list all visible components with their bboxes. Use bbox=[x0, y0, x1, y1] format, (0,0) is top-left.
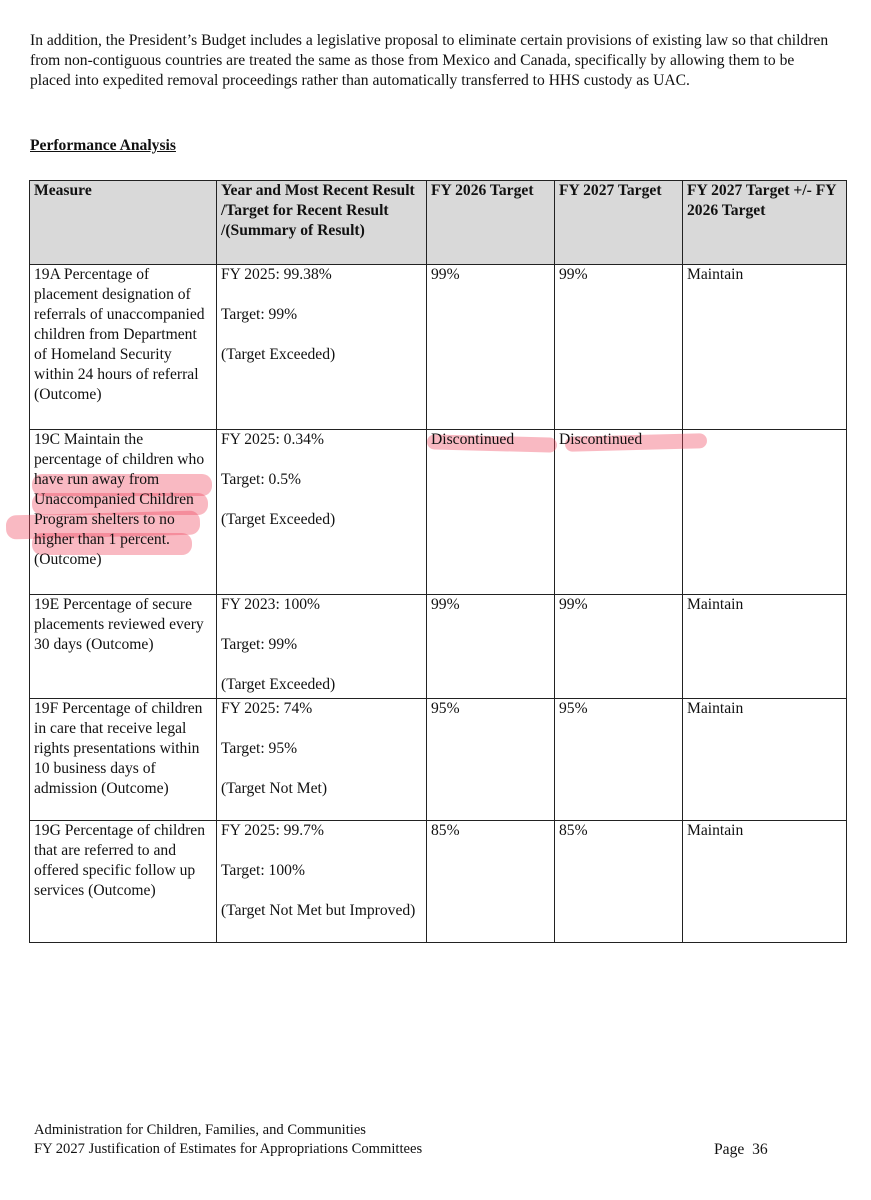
target-difference-cell: Maintain bbox=[683, 699, 847, 821]
result-cell bbox=[217, 699, 427, 821]
fy2026-target-cell: 95% bbox=[427, 699, 555, 821]
result-summary: (Target Exceeded) bbox=[221, 346, 336, 363]
measure-cell: 19G Percentage of children that are referred to and offered specific follow up services (Outcome) bbox=[30, 821, 217, 943]
footer-agency: Administration for Children, Families, and Communities bbox=[34, 1122, 366, 1138]
result-cell bbox=[217, 265, 427, 430]
page-number: Page 36 bbox=[714, 1141, 768, 1158]
fy2026-target-cell bbox=[427, 430, 555, 595]
result-value: FY 2025: 99.7% bbox=[221, 822, 324, 839]
fy2027-target-cell bbox=[555, 430, 683, 595]
result-summary: (Target Not Met) bbox=[221, 780, 328, 797]
performance-table bbox=[29, 180, 847, 943]
result-summary: (Target Exceeded) bbox=[221, 676, 336, 693]
fy2027-target-value: Discontinued bbox=[559, 431, 643, 448]
header-year-result: Year and Most Recent Result /Target for Recent Result /(Summary of Result) bbox=[217, 181, 427, 265]
table-row bbox=[30, 595, 847, 699]
table-row bbox=[30, 265, 847, 430]
target-value: Target: 99% bbox=[221, 306, 298, 323]
result-value: FY 2023: 100% bbox=[221, 596, 321, 613]
target-difference-cell: Maintain bbox=[683, 595, 847, 699]
header-fy2027-target: FY 2027 Target bbox=[555, 181, 683, 265]
result-cell bbox=[217, 595, 427, 699]
fy2027-target-cell: 95% bbox=[555, 699, 683, 821]
measure-text: 19C Maintain the percentage of children who have run away from Unaccompanied Children Program shelters to no higher than 1 percent. (Outcome) bbox=[34, 431, 205, 568]
result-cell bbox=[217, 430, 427, 595]
fy2027-target-cell: 85% bbox=[555, 821, 683, 943]
target-value: Target: 95% bbox=[221, 740, 298, 757]
measure-cell bbox=[30, 430, 217, 595]
result-cell bbox=[217, 821, 427, 943]
measure-cell: 19F Percentage of children in care that receive legal rights presentations within 10 business days of admission (Outcome) bbox=[30, 699, 217, 821]
target-value: Target: 100% bbox=[221, 862, 305, 879]
header-target-difference: FY 2027 Target +/- FY 2026 Target bbox=[683, 181, 847, 265]
target-value: Target: 99% bbox=[221, 636, 298, 653]
measure-cell: 19E Percentage of secure placements reviewed every 30 days (Outcome) bbox=[30, 595, 217, 699]
target-difference-cell bbox=[683, 430, 847, 595]
measure-cell: 19A Percentage of placement designation of referrals of unaccompanied children from Department of Homeland Security within 24 hours of referral (Outcome) bbox=[30, 265, 217, 430]
intro-paragraph: In addition, the President’s Budget includes a legislative proposal to eliminate certain provisions of existing law so that children from non-contiguous countries are treated the same as those from Mexico and Canada, specifically by allowing them to be placed into expedited removal proceedings rather than automatically transferred to HHS custody as UAC. bbox=[30, 32, 829, 89]
table-row bbox=[30, 699, 847, 821]
result-value: FY 2025: 74% bbox=[221, 700, 313, 717]
header-measure: Measure bbox=[30, 181, 217, 265]
page-footer bbox=[34, 1121, 422, 1159]
target-difference-cell: Maintain bbox=[683, 821, 847, 943]
result-summary: (Target Not Met but Improved) bbox=[221, 902, 416, 919]
table-row bbox=[30, 821, 847, 943]
fy2026-target-cell: 99% bbox=[427, 265, 555, 430]
fy2026-target-cell: 99% bbox=[427, 595, 555, 699]
section-heading: Performance Analysis bbox=[30, 137, 176, 154]
footer-document-title: FY 2027 Justification of Estimates for Appropriations Committees bbox=[34, 1141, 423, 1157]
fy2027-target-cell: 99% bbox=[555, 265, 683, 430]
table-row bbox=[30, 430, 847, 595]
header-fy2026-target: FY 2026 Target bbox=[427, 181, 555, 265]
target-difference-cell: Maintain bbox=[683, 265, 847, 430]
result-value: FY 2025: 0.34% bbox=[221, 431, 324, 448]
result-value: FY 2025: 99.38% bbox=[221, 266, 332, 283]
fy2027-target-cell: 99% bbox=[555, 595, 683, 699]
table-header-row bbox=[30, 181, 847, 265]
target-value: Target: 0.5% bbox=[221, 471, 302, 488]
result-summary: (Target Exceeded) bbox=[221, 511, 336, 528]
fy2026-target-cell: 85% bbox=[427, 821, 555, 943]
fy2026-target-value: Discontinued bbox=[431, 431, 515, 448]
